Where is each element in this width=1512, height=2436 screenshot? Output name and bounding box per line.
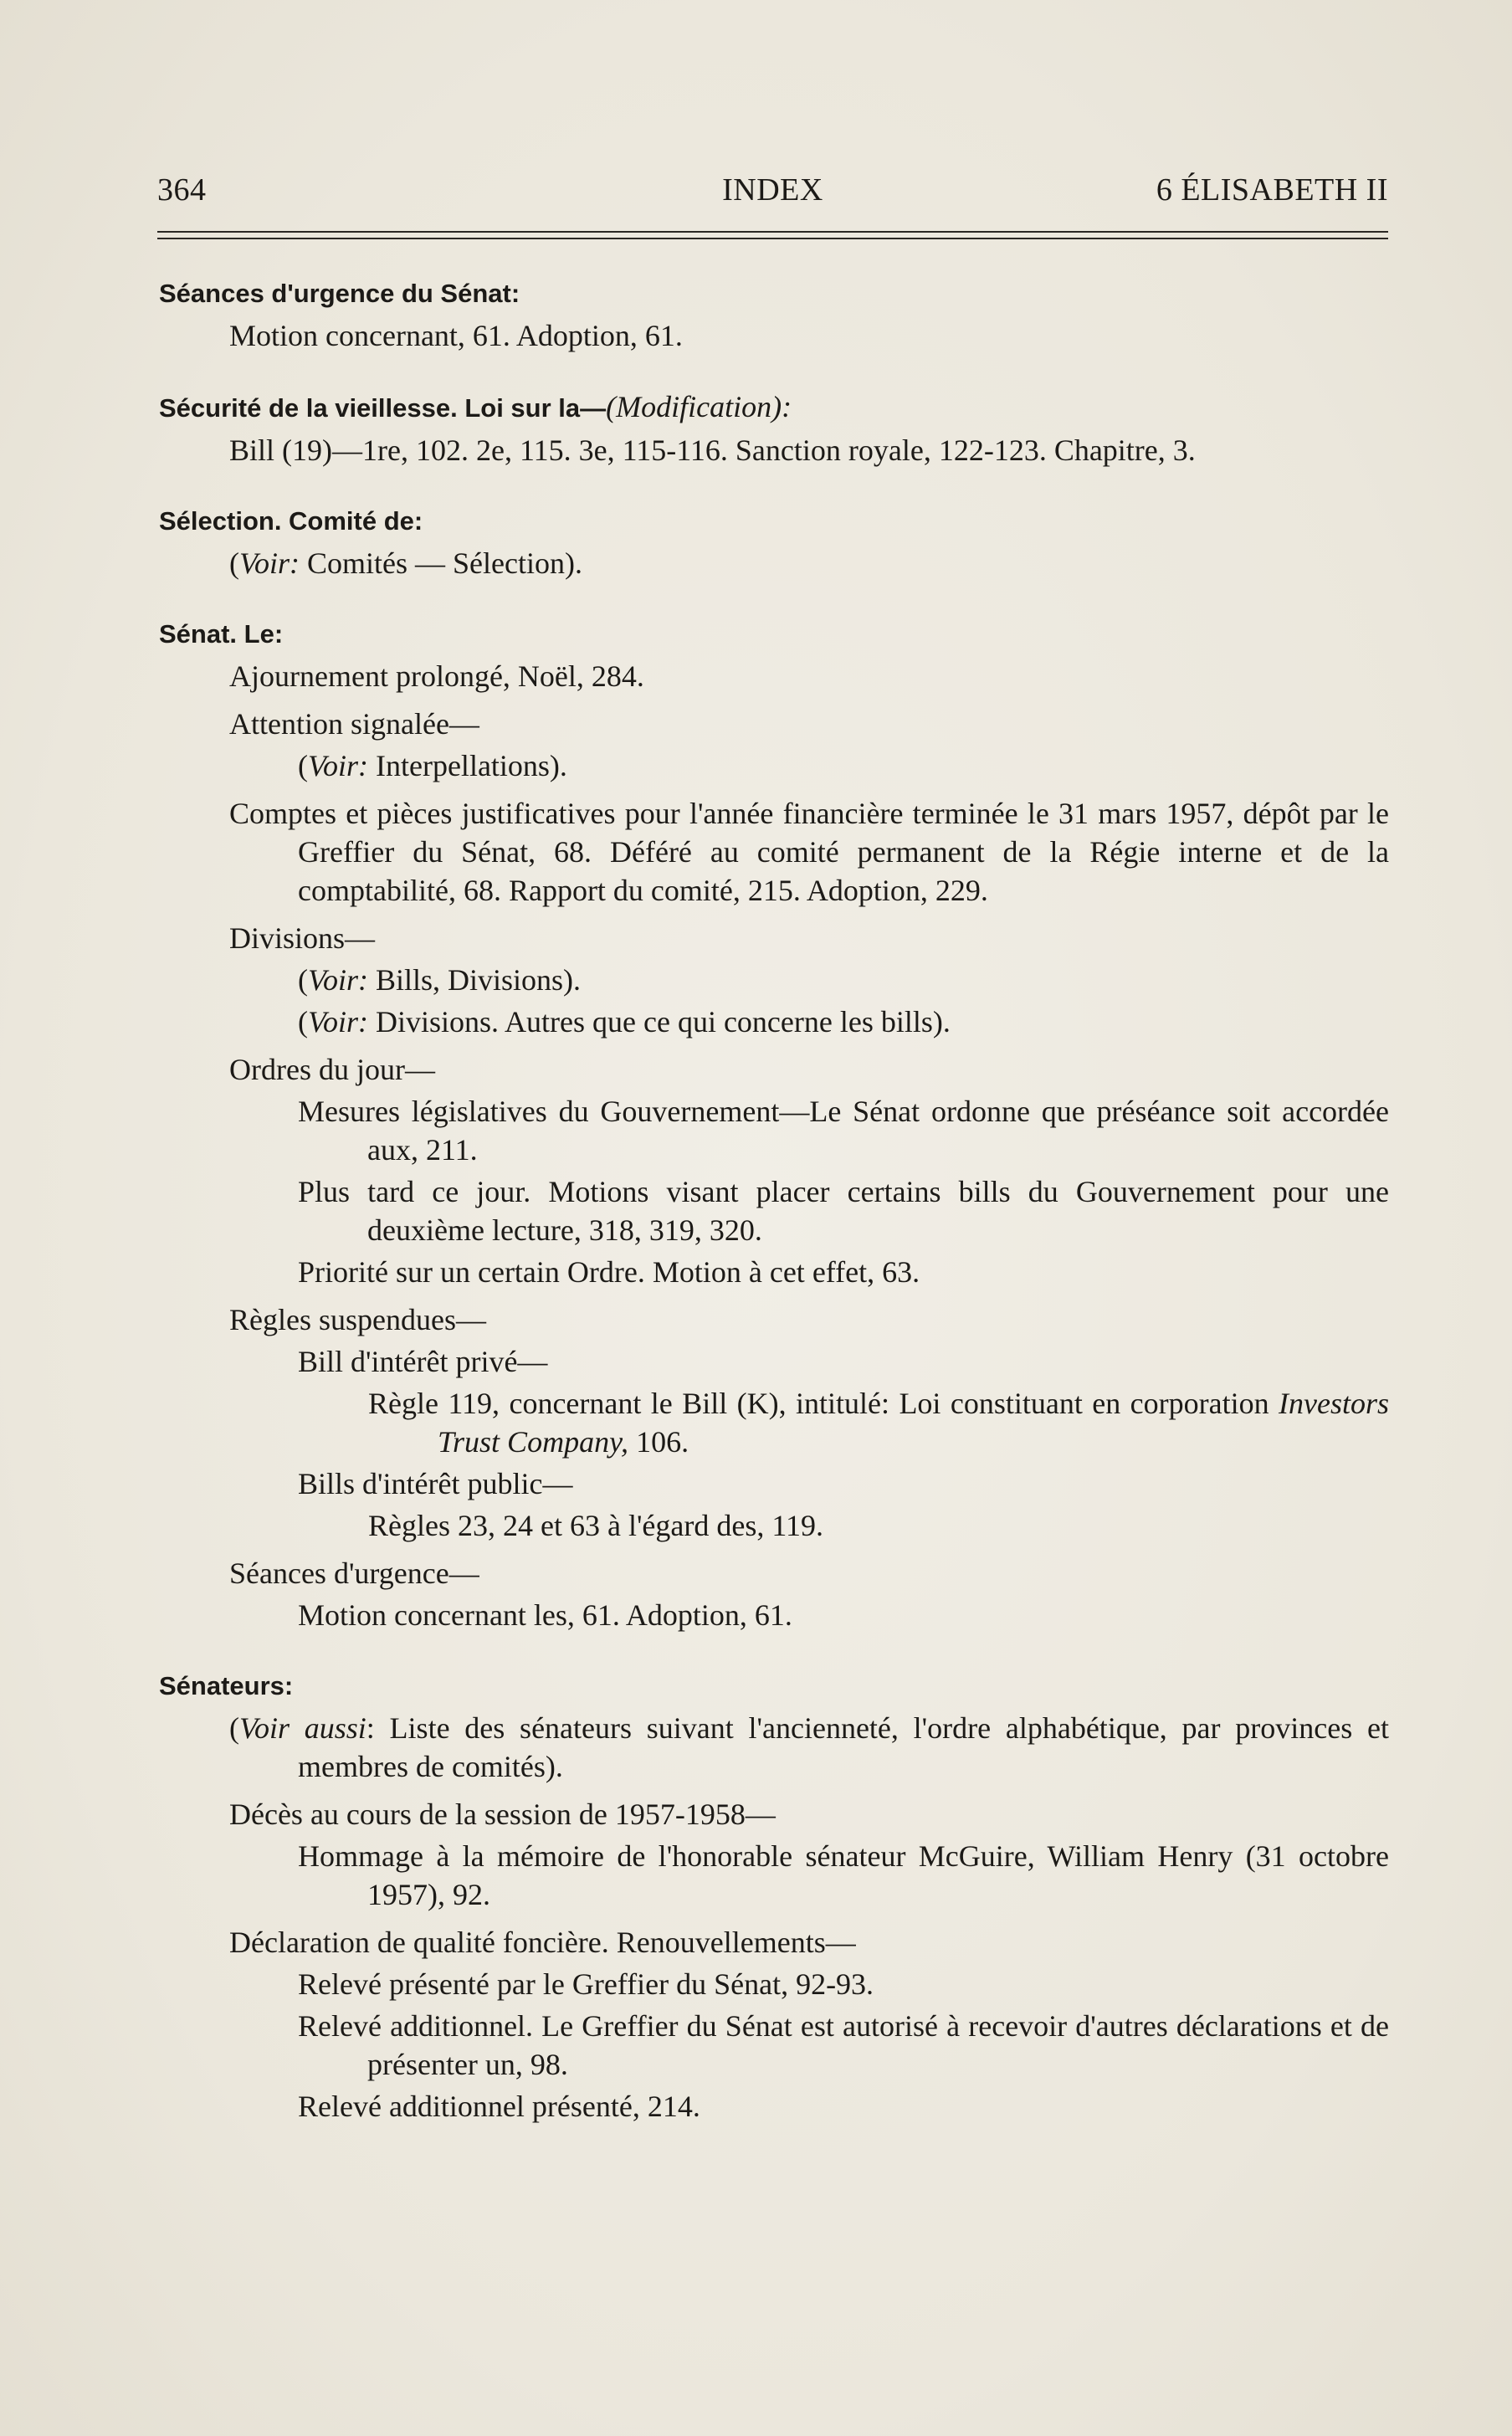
entry-line: Bill (19)—1re, 102. 2e, 115. 3e, 115-116. Sanction royale, 122-123. Chapitre, 3. <box>229 433 1196 467</box>
entry-subline: Bill d'intérêt privé— <box>298 1345 548 1378</box>
entry-senateurs <box>159 1667 1389 2126</box>
entry-subline: (Voir: Interpellations). <box>298 749 567 782</box>
page-ref: 106. <box>636 1425 689 1459</box>
company-name: Investors Trust Company, <box>438 1387 1389 1459</box>
entry-subline: Priorité sur un certain Ordre. Motion à cet effet, 63. <box>298 1255 920 1289</box>
entry-heading <box>159 387 1389 428</box>
entry-heading: Sélection. Comité de: <box>159 506 423 536</box>
heading-text: Sécurité de la vieillesse. Loi sur la— <box>159 393 607 423</box>
entry-heading: Sénateurs: <box>159 1671 294 1700</box>
entry-subline: (Voir: Bills, Divisions). <box>298 963 582 997</box>
entry-subline: Motion concernant les, 61. Adoption, 61. <box>298 1598 792 1632</box>
entry-line: Ordres du jour— <box>229 1053 435 1086</box>
entry-line: Déclaration de qualité foncière. Renouvellements— <box>229 1926 856 1959</box>
voir-target: Interpellations). <box>376 749 567 782</box>
entry-securite <box>159 387 1389 469</box>
entry-seances-urgence <box>159 274 1389 355</box>
entry-subline: Plus tard ce jour. Motions visant placer certains bills du Gouvernement pour une deuxième lecture, 318, 319, 320. <box>298 1175 1389 1247</box>
voir-target: Comités — Sélection). <box>307 546 582 580</box>
entry-line: Comptes et pièces justificatives pour l'année financière terminée le 31 mars 1957, dépôt par le Greffier du Sénat, 68. Déféré au comité permanent de la Régie interne et de la comptabilité, 68. Rapport du comité, 215. Adoption, 229. <box>229 797 1389 907</box>
entry-line: Motion concernant, 61. Adoption, 61. <box>229 319 683 352</box>
running-head <box>157 172 1388 213</box>
entry-line: Ajournement prolongé, Noël, 284. <box>229 659 644 693</box>
voir-label: Voir: <box>308 749 368 782</box>
entry-line: (Voir aussi: Liste des sénateurs suivant l'ancienneté, l'ordre alphabétique, par provinces et membres de comités). <box>229 1711 1389 1783</box>
entry-subline: Relevé additionnel présenté, 214. <box>298 2090 700 2123</box>
header-volume: 6 ÉLISABETH II <box>1156 172 1388 208</box>
entry-heading: Séances d'urgence du Sénat: <box>159 279 520 308</box>
voir-label: Voir: <box>239 546 300 580</box>
entry-subline: Mesures législatives du Gouvernement—Le Sénat ordonne que préséance soit accordée aux, 211. <box>298 1095 1389 1167</box>
entry-subline: Bills d'intérêt public— <box>298 1467 573 1500</box>
entry-line: (Voir: Comités — Sélection). <box>229 546 582 580</box>
entry-subline: Relevé additionnel. Le Greffier du Sénat est autorisé à recevoir d'autres déclarations et de présenter un, 98. <box>298 2009 1389 2081</box>
entry-line: Décès au cours de la session de 1957-1958— <box>229 1798 776 1831</box>
header-title: INDEX <box>722 172 823 208</box>
voir-label: Voir: <box>308 963 368 997</box>
voir-label: Voir: <box>308 1005 368 1039</box>
entry-subline: (Voir: Divisions. Autres que ce qui concerne les bills). <box>298 1005 951 1039</box>
entry-selection <box>159 502 1389 582</box>
voir-aussi-label: Voir aussi <box>239 1711 366 1745</box>
index-content <box>159 274 1389 2158</box>
rule-text: Règle 119, concernant le Bill (K), intitulé: Loi constituant en corporation <box>368 1387 1269 1420</box>
voir-target: Divisions. Autres que ce qui concerne les bills). <box>376 1005 951 1039</box>
entry-subline: Hommage à la mémoire de l'honorable sénateur McGuire, William Henry (31 octobre 1957), 92. <box>298 1839 1389 1911</box>
header-rule-top <box>157 231 1388 233</box>
entry-line: Divisions— <box>229 921 376 955</box>
entry-line: Attention signalée— <box>229 707 479 741</box>
voir-aussi-text: : Liste des sénateurs suivant l'ancienneté, l'ordre alphabétique, par provinces et membres de comités). <box>298 1711 1389 1783</box>
heading-italic: (Modification): <box>606 390 792 423</box>
entry-senat <box>159 615 1389 1634</box>
entry-line: Séances d'urgence— <box>229 1556 479 1590</box>
voir-target: Bills, Divisions). <box>376 963 582 997</box>
entry-subline: Relevé présenté par le Greffier du Sénat, 92-93. <box>298 1967 874 2001</box>
entry-subsubline: Règles 23, 24 et 63 à l'égard des, 119. <box>368 1509 824 1542</box>
entry-line: Règles suspendues— <box>229 1303 486 1336</box>
entry-subsubline <box>159 1384 1389 1461</box>
page-number: 364 <box>157 172 207 208</box>
header-rule-bottom <box>157 238 1388 239</box>
entry-heading: Sénat. Le: <box>159 619 284 649</box>
